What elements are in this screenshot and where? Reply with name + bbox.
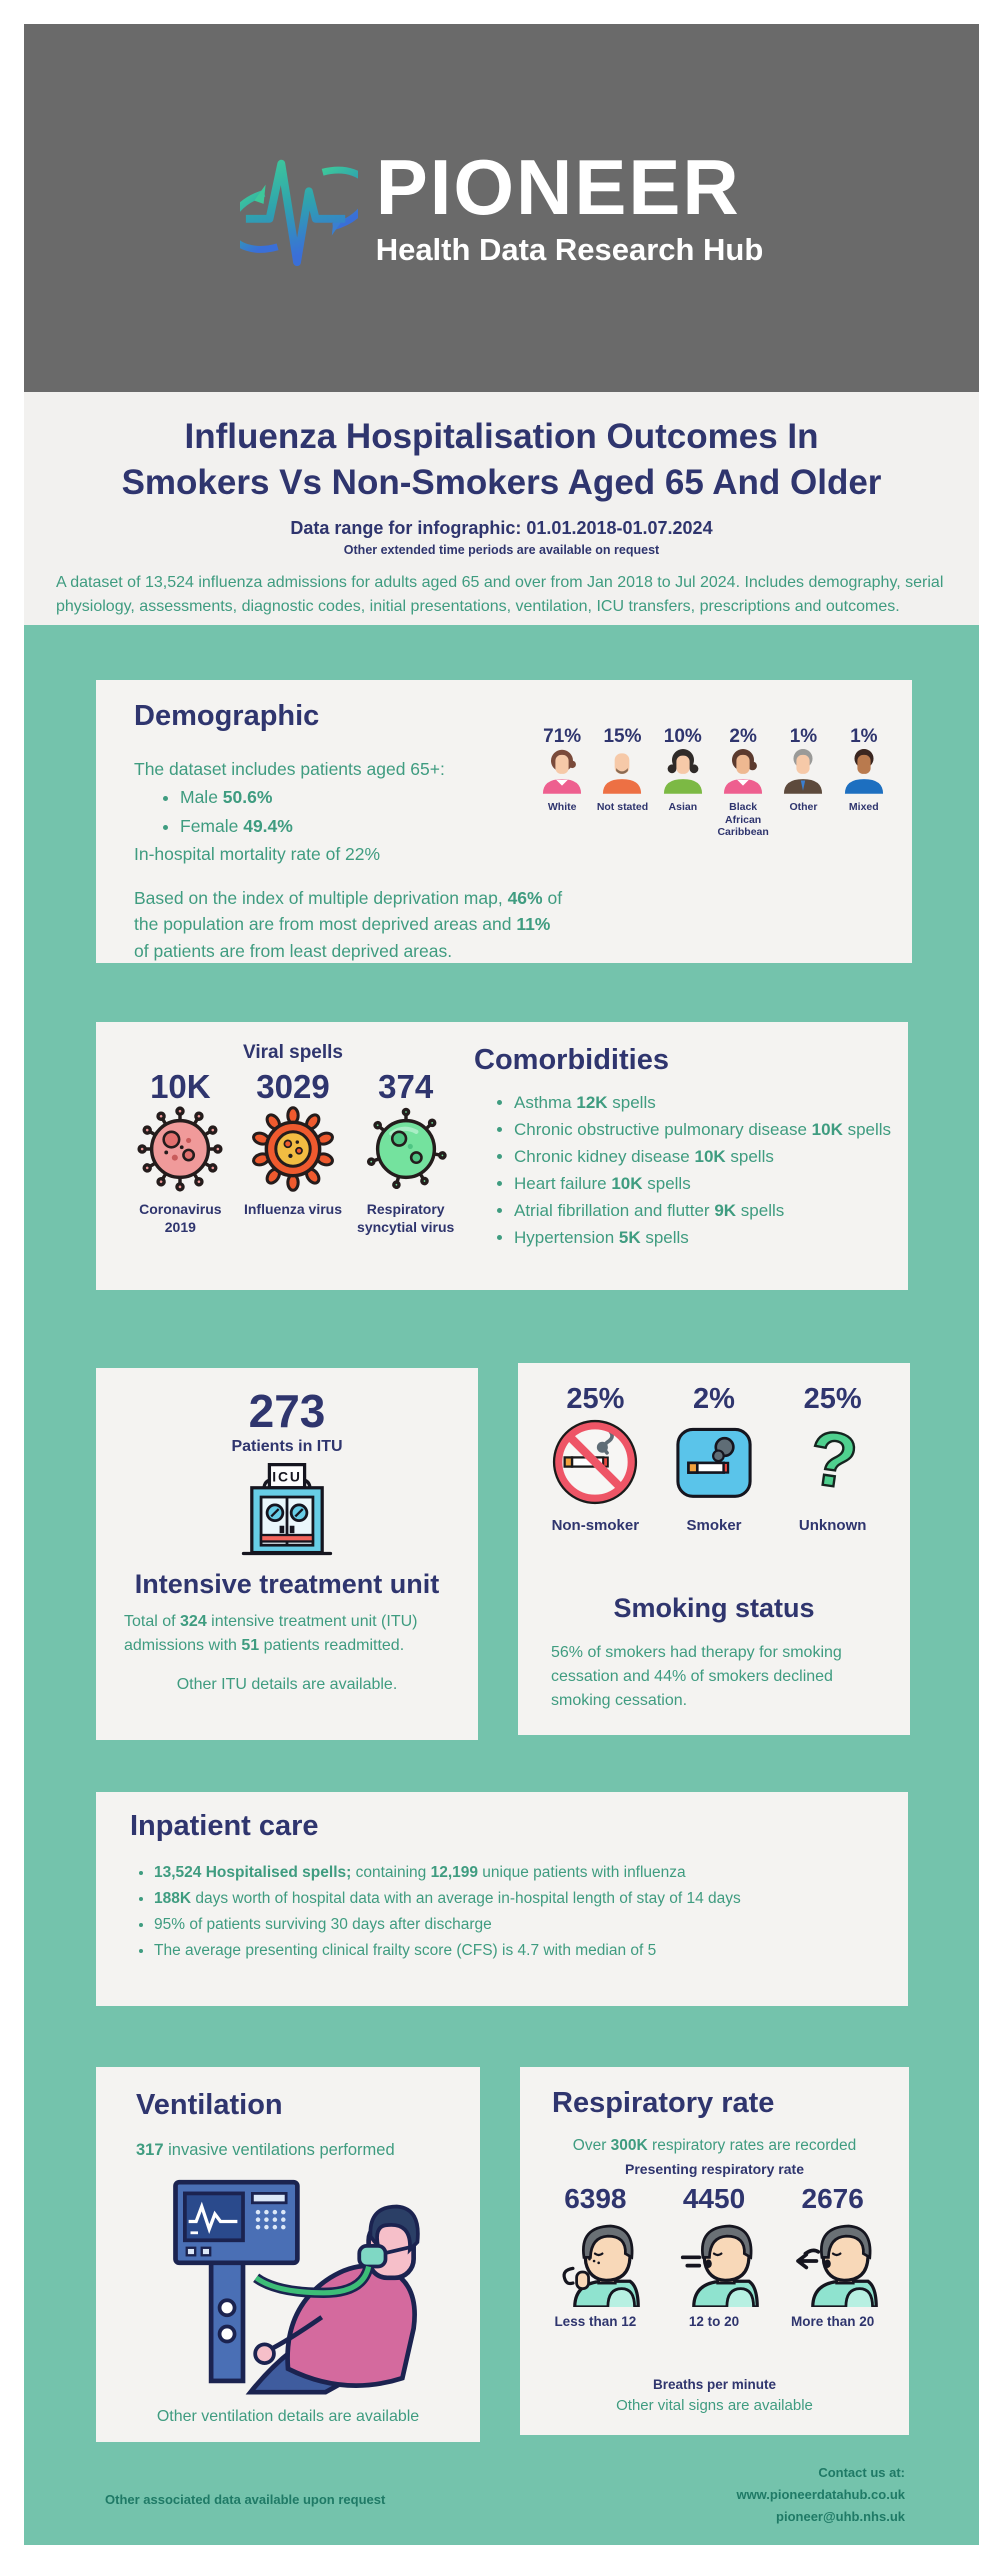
header-banner [24, 24, 979, 392]
viral-value: 374 [378, 1068, 434, 1105]
ethnicity-label: Black African Caribbean [717, 801, 769, 839]
respiratory-value: 4450 [682, 2183, 746, 2214]
comorbidity-item: • Hypertension 5K spells [514, 1228, 894, 1248]
inpatient-item: • 13,524 Hospitalised spells; containing 12,199 unique patients with influenza [154, 1864, 882, 1882]
comorbidity-item: • Chronic obstructive pulmonary disease 10K spells [514, 1120, 894, 1140]
viral-label: Respiratory syncytial virus [357, 1201, 455, 1235]
ethnicity-col-black-african-caribbean [713, 726, 773, 839]
viral-label: Influenza virus [243, 1201, 343, 1217]
smoking-label: Non-smoker [551, 1517, 640, 1534]
rsv-virus-icon [363, 1106, 449, 1192]
respiratory-col-normal [655, 2183, 774, 2329]
mortality-stat: In-hospital mortality rate of 22% [134, 843, 381, 864]
comorbidities-heading: Comorbidities [474, 1044, 669, 1076]
smoking-pct: 2% [693, 1383, 735, 1415]
demographic-heading: Demographic [134, 700, 320, 732]
female-stat: • Female 49.4% [180, 813, 564, 839]
itu-total-text: Total of 324 intensive treatment unit (ITU) admissions with 51 patients readmitted. [124, 1613, 418, 1654]
smoking-row [536, 1383, 892, 1534]
itu-count: 273 [248, 1385, 326, 1437]
comorbidity-item: • Atrial fibrillation and flutter 9K spells [514, 1201, 894, 1221]
ethnicity-col-asian [653, 726, 713, 839]
smoking-col-unknown [773, 1383, 892, 1534]
brand-logo [240, 133, 764, 283]
respiratory-col-fast [773, 2183, 892, 2329]
itu-heading: Intensive treatment unit [134, 1569, 440, 1599]
avatar-not-stated-icon [600, 748, 644, 794]
ethnicity-pct: 1% [789, 726, 818, 747]
page-title-line1: Influenza Hospitalisation Outcomes In [184, 417, 819, 456]
comorbidity-item: • Heart failure 10K spells [514, 1174, 894, 1194]
cigarette-icon [670, 1416, 758, 1508]
page-title [24, 414, 979, 506]
ethnicity-label: Asian [668, 801, 698, 813]
smoking-pct: 25% [803, 1383, 862, 1415]
ventilation-card [96, 2067, 480, 2442]
ventilation-heading: Ventilation [136, 2089, 283, 2121]
respiratory-label: Less than 12 [554, 2314, 637, 2329]
smoking-col-smoker [655, 1383, 774, 1534]
contact-email: pioneer@uhb.nhs.uk [776, 2509, 905, 2525]
smoking-col-non-smoker [536, 1383, 655, 1534]
ethnicity-col-white [532, 726, 592, 839]
ethnicity-pct: 1% [850, 726, 878, 747]
influenza-virus-icon [250, 1106, 336, 1192]
breathing-slow-icon [549, 2215, 641, 2307]
breathing-normal-icon [668, 2215, 760, 2307]
respiratory-subheading: Presenting respiratory rate [625, 2161, 804, 2177]
deprivation-stat: Based on the index of multiple deprivation map, 46% of the population are from most deprived areas and 11% of patients are from least deprived areas. [134, 888, 563, 961]
page-title-line2: Smokers Vs Non-Smokers Aged 65 And Older [121, 463, 882, 503]
brand-name: PIONEER [375, 143, 741, 231]
respiratory-row [536, 2183, 892, 2329]
inpatient-heading: Inpatient care [130, 1810, 319, 1842]
contact-website: www.pioneerdatahub.co.uk [736, 2487, 905, 2503]
itu-footnote: Other ITU details are available. [176, 1676, 398, 1693]
respiratory-value: 6398 [564, 2183, 627, 2214]
comorbidities-list [474, 1093, 894, 1248]
ethnicity-col-mixed [834, 726, 894, 839]
respiratory-value: 2676 [801, 2183, 864, 2214]
inpatient-item: • 95% of patients surviving 30 days after discharge [154, 1916, 882, 1934]
contact-heading: Contact us at: [818, 2465, 905, 2480]
avatar-other-icon [781, 748, 825, 794]
viral-spells-heading: Viral spells [243, 1042, 343, 1063]
viral-col-influenza [237, 1068, 350, 1236]
demographic-text [134, 756, 564, 964]
pulse-logo-icon [240, 133, 358, 283]
dataset-description: A dataset of 13,524 influenza admissions for adults aged 65 and over from Jan 2018 to Jul 2024. Includes demography, serial physiology, assessments, diagnostic codes, initial presentations, ventilation, ICU transfers, prescriptions and outcomes. [56, 574, 944, 616]
respiratory-label: 12 to 20 [688, 2314, 740, 2329]
viral-label: Coronavirus 2019 [139, 1201, 222, 1235]
date-note: Other extended time periods are available on request [343, 543, 660, 558]
smoking-label: Unknown [798, 1517, 867, 1534]
viral-row [124, 1068, 462, 1236]
breathing-fast-icon [787, 2215, 879, 2307]
svg-text:?: ? [803, 1416, 863, 1506]
inpatient-item: • 188K days worth of hospital data with an average in-hospital length of stay of 14 days [154, 1890, 882, 1908]
viral-value: 10K [150, 1068, 211, 1105]
viral-col-coronavirus [124, 1068, 237, 1236]
ethnicity-pct: 2% [729, 726, 757, 747]
footer-contact [736, 2462, 905, 2528]
viral-value: 3029 [256, 1068, 330, 1105]
date-range: Data range for infographic: 01.01.2018-01.07.2024 [290, 518, 713, 539]
respiratory-col-slow [536, 2183, 655, 2329]
itu-count-label: Patients in ITU [231, 1438, 343, 1455]
comorbidity-item: • Chronic kidney disease 10K spells [514, 1147, 894, 1167]
respiratory-heading: Respiratory rate [552, 2087, 775, 2119]
title-section [24, 392, 979, 625]
ethnicity-label: Mixed [848, 801, 879, 813]
respiratory-label: More than 20 [791, 2314, 875, 2329]
no-smoking-icon [549, 1416, 641, 1508]
male-stat: • Male 50.6% [180, 784, 564, 810]
viral-col-rsv [349, 1068, 462, 1236]
smoking-note: 56% of smokers had therapy for smoking cessation and 44% of smokers declined smoking cessation. [551, 1644, 842, 1709]
ethnicity-label: Other [789, 801, 818, 813]
inpatient-care-card [96, 1792, 908, 2006]
avatar-white-icon [540, 748, 584, 794]
smoking-heading: Smoking status [613, 1593, 815, 1623]
ventilation-stat: 317 invasive ventilations performed [136, 2141, 395, 2159]
ethnicity-label: Not stated [596, 801, 649, 813]
smoking-label: Smoker [686, 1517, 742, 1534]
footer-note: Other associated data available upon request [105, 2492, 386, 2507]
comorbidities-block [474, 1044, 894, 1255]
icu-building-icon [236, 1460, 338, 1560]
comorbidity-item: • Asthma 12K spells [514, 1093, 894, 1113]
demographic-intro: The dataset includes patients aged 65+: [134, 759, 445, 779]
smoking-pct: 25% [566, 1383, 625, 1415]
respiratory-unit: Breaths per minute [652, 2377, 777, 2392]
ethnicity-col-not-stated [592, 726, 652, 839]
ventilation-footnote: Other ventilation details are available [156, 2408, 420, 2425]
itu-card [96, 1368, 478, 1740]
ethnicity-col-other [773, 726, 833, 839]
ethnicity-pct: 71% [543, 726, 582, 747]
viral-comorbidities-card [96, 1022, 908, 1290]
brand-tagline: Health Data Research Hub [375, 232, 764, 267]
inpatient-list [132, 1856, 882, 1968]
demographic-card [96, 680, 912, 963]
respiratory-stat: Over 300K respiratory rates are recorded [572, 2137, 857, 2154]
viral-spells-block [124, 1042, 462, 1236]
question-mark-icon [793, 1416, 873, 1508]
respiratory-rate-card [520, 2067, 909, 2435]
respiratory-footnote: Other vital signs are available [616, 2397, 813, 2414]
ventilator-patient-icon [138, 2167, 438, 2397]
coronavirus-icon [137, 1106, 223, 1192]
ethnicity-label: White [547, 801, 577, 813]
avatar-black-african-caribbean-icon [721, 748, 765, 794]
smoking-status-card [518, 1363, 910, 1735]
ethnicity-row [532, 726, 894, 839]
brand-text [375, 143, 764, 268]
avatar-asian-icon [661, 748, 705, 794]
inpatient-item: • The average presenting clinical frailty score (CFS) is 4.7 with median of 5 [154, 1942, 882, 1960]
ethnicity-pct: 15% [603, 726, 642, 747]
icu-sign-text: ICU [272, 1468, 302, 1485]
ethnicity-pct: 10% [663, 726, 702, 747]
avatar-mixed-icon [842, 748, 886, 794]
